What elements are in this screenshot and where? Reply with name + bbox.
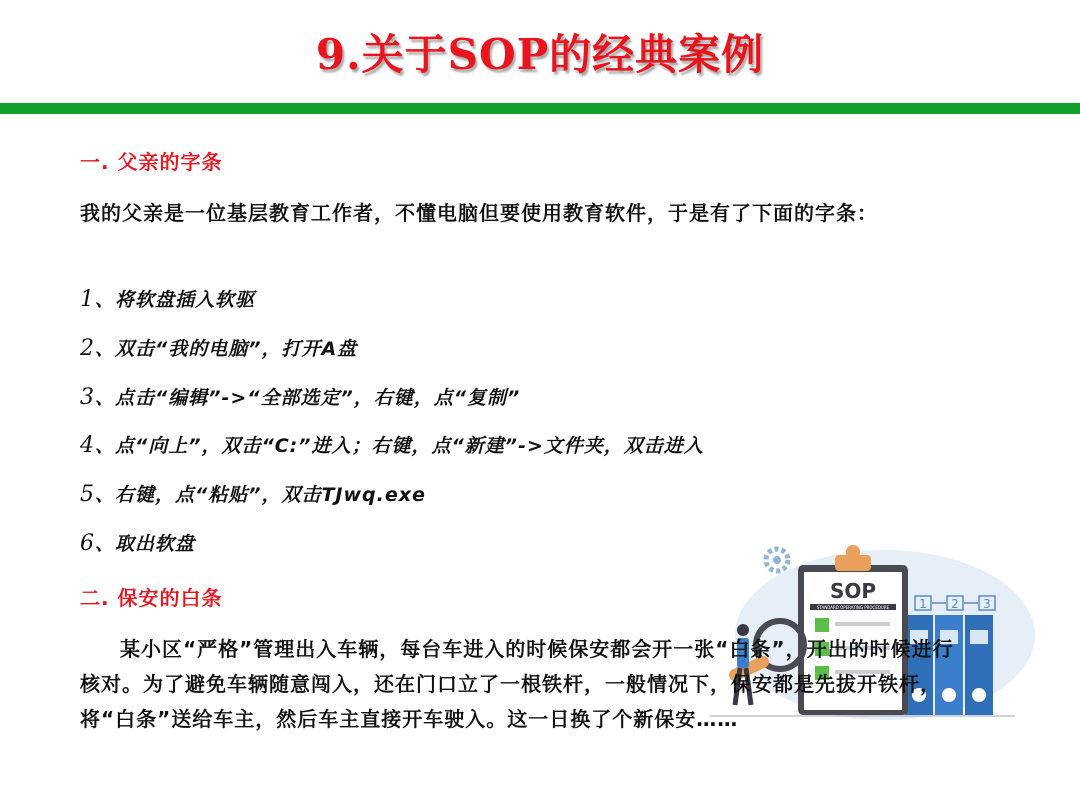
section-heading-father-note: 一. 父亲的字条	[80, 150, 223, 174]
page-title: 9.关于SOP的经典案例	[315, 30, 765, 79]
title-divider	[0, 103, 1080, 114]
gear-icon	[766, 549, 788, 571]
step-item-3: 3、点击“编辑”->“全部选定”，右键，点“复制”	[80, 385, 521, 410]
step-item-5: 5、右键，点“粘贴”，双击TJwq.exe	[80, 482, 426, 507]
father-note-intro: 我的父亲是一位基层教育工作者，不懂电脑但要使用教育软件，于是有了下面的字条：	[80, 201, 878, 225]
svg-text:3: 3	[983, 597, 991, 611]
step-item-1: 1、将软盘插入软驱	[80, 287, 256, 312]
svg-text:1: 1	[919, 597, 927, 611]
section-heading-guard-note: 二. 保安的白条	[80, 586, 223, 610]
step-item-4: 4、点“向上”，双击“C:”进入；右键，点“新建”->文件夹，双击进入	[80, 433, 704, 458]
step-item-2: 2、双击“我的电脑”，打开A盘	[80, 336, 358, 361]
svg-text:SOP: SOP	[829, 579, 877, 603]
guard-note-story: 某小区“严格”管理出入车辆，每台车进入的时候保安都会开一张“白条”，开出的时候进行核对。为了避免车辆随意闯入，还在门口立了一根铁杆，一般情况下，保安都是先拔开铁杆，将“白条”送给车主，然后车主直接开车驶入。这一日换了个新保安……	[80, 637, 954, 731]
step-item-6: 6、取出软盘	[80, 531, 196, 556]
svg-text:STANDARD OPERATING PROCEDURE: STANDARD OPERATING PROCEDURE	[816, 605, 890, 610]
svg-text:2: 2	[951, 597, 959, 611]
